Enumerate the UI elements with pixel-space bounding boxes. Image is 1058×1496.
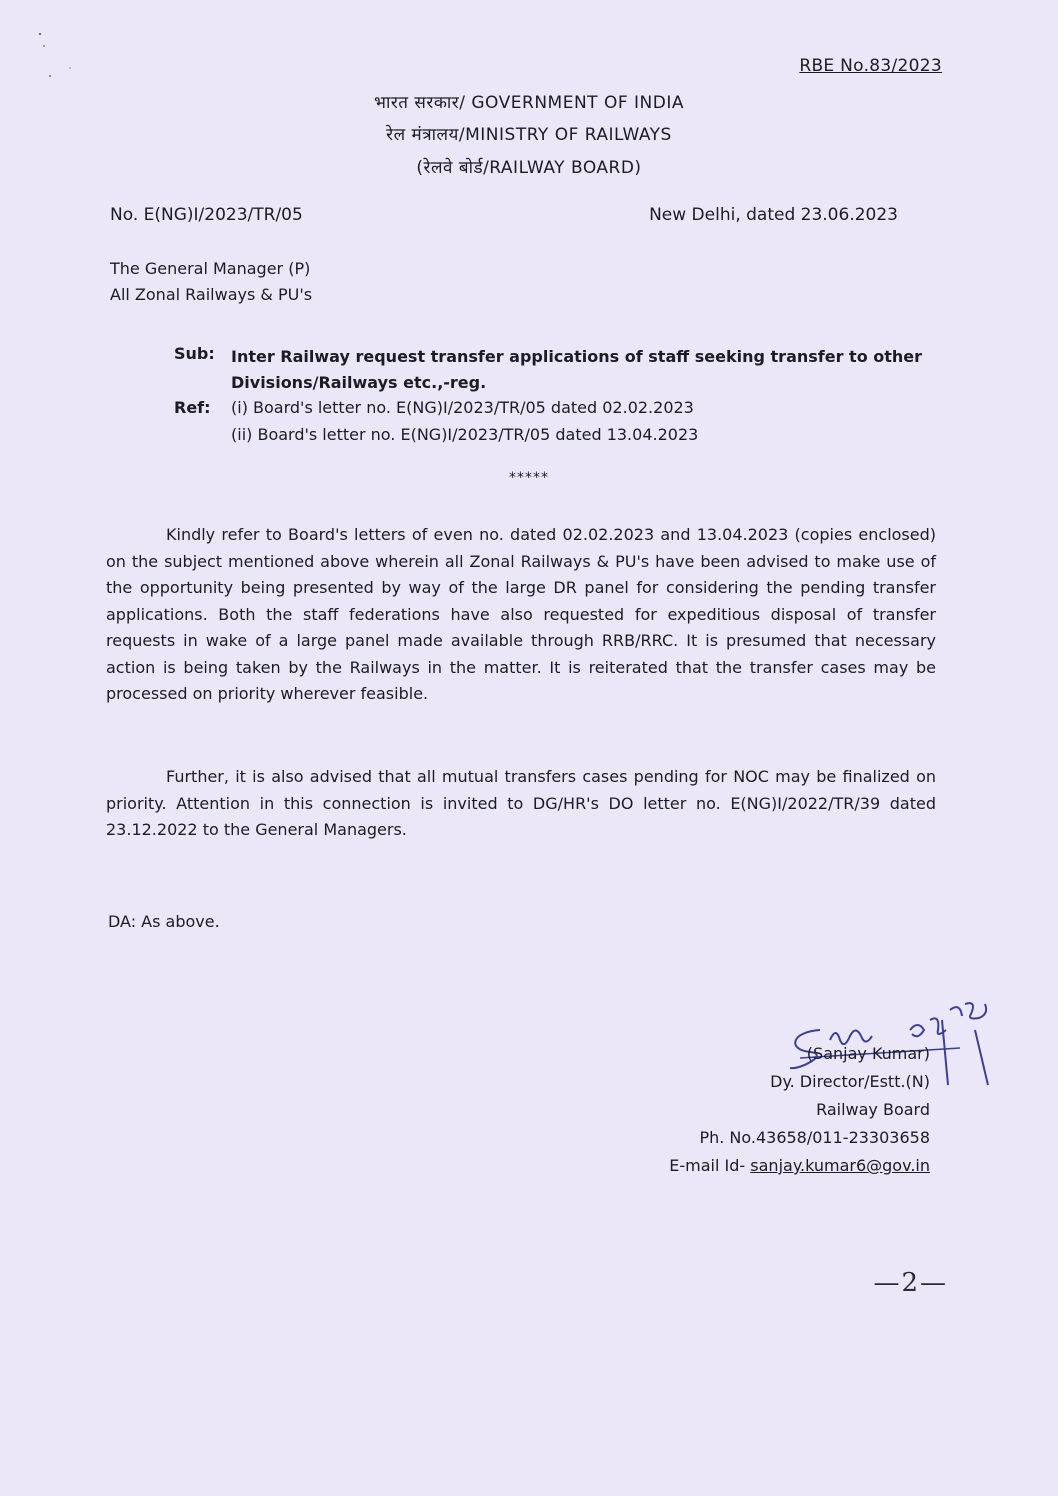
reference-item-2: (ii) Board's letter no. E(NG)I/2023/TR/05 dated 13.04.2023: [231, 425, 699, 444]
signatory-phone: Ph. No.43658/011-23303658: [699, 1128, 930, 1147]
letter-reference-number: No. E(NG)I/2023/TR/05: [110, 205, 303, 225]
header-ministry: रेल मंत्रालय/MINISTRY OF RAILWAYS: [386, 125, 672, 145]
header-board: (रेलवे बोर्ड/RAILWAY BOARD): [416, 158, 642, 178]
signatory-office: Railway Board: [816, 1100, 930, 1119]
reference-item-1: (i) Board's letter no. E(NG)I/2023/TR/05 dated 02.02.2023: [231, 398, 694, 417]
rbe-number: RBE No.83/2023: [799, 56, 942, 76]
body-paragraph-1: Kindly refer to Board's letters of even no. dated 02.02.2023 and 13.04.2023 (copies enclosed) on the subject mentioned above wherein all Zonal Railways & PU's have been advised to make use of the opportunity being presented by way of the large DR panel for considering the pending transfer applications. Both the staff federations have also requested for expeditious disposal of transfer requests in wake of a large panel made available through RRB/RRC. It is presumed that necessary action is being taken by the Railways in the matter. It is reiterated that the transfer cases may be processed on priority wherever feasible.: [106, 525, 936, 703]
scan-specks-decoration: [30, 28, 90, 88]
header-government: भारत सरकार/ GOVERNMENT OF INDIA: [374, 93, 684, 113]
email-link[interactable]: sanjay.kumar6@gov.in: [750, 1156, 930, 1175]
subject-label: Sub:: [174, 344, 215, 363]
addressee-line-1: The General Manager (P): [110, 259, 311, 278]
signatory-name: (Sanjay Kumar): [806, 1044, 930, 1063]
body-paragraph-2: Further, it is also advised that all mutual transfers cases pending for NOC may be finalized on priority. Attention in this connection is invited to DG/HR's DO letter no. E(NG)I/2022/TR/39 dated 23.12.2022 to the General Managers.: [106, 767, 936, 839]
signatory-block: [669, 1040, 930, 1180]
email-label: E-mail Id-: [669, 1156, 746, 1175]
signatory-designation: Dy. Director/Estt.(N): [770, 1072, 930, 1091]
page-number-marker: —2—: [873, 1268, 948, 1298]
reference-label: Ref:: [174, 398, 211, 417]
separator-stars: *****: [509, 470, 549, 486]
letter-place-date: New Delhi, dated 23.06.2023: [649, 205, 898, 225]
addressee-line-2: All Zonal Railways & PU's: [110, 285, 313, 304]
signatory-email-line: [669, 1152, 930, 1180]
enclosure-note: DA: As above.: [108, 912, 220, 931]
subject-text: Inter Railway request transfer applications of staff seeking transfer to other Divisions/Railways etc.,-reg.: [231, 347, 923, 392]
